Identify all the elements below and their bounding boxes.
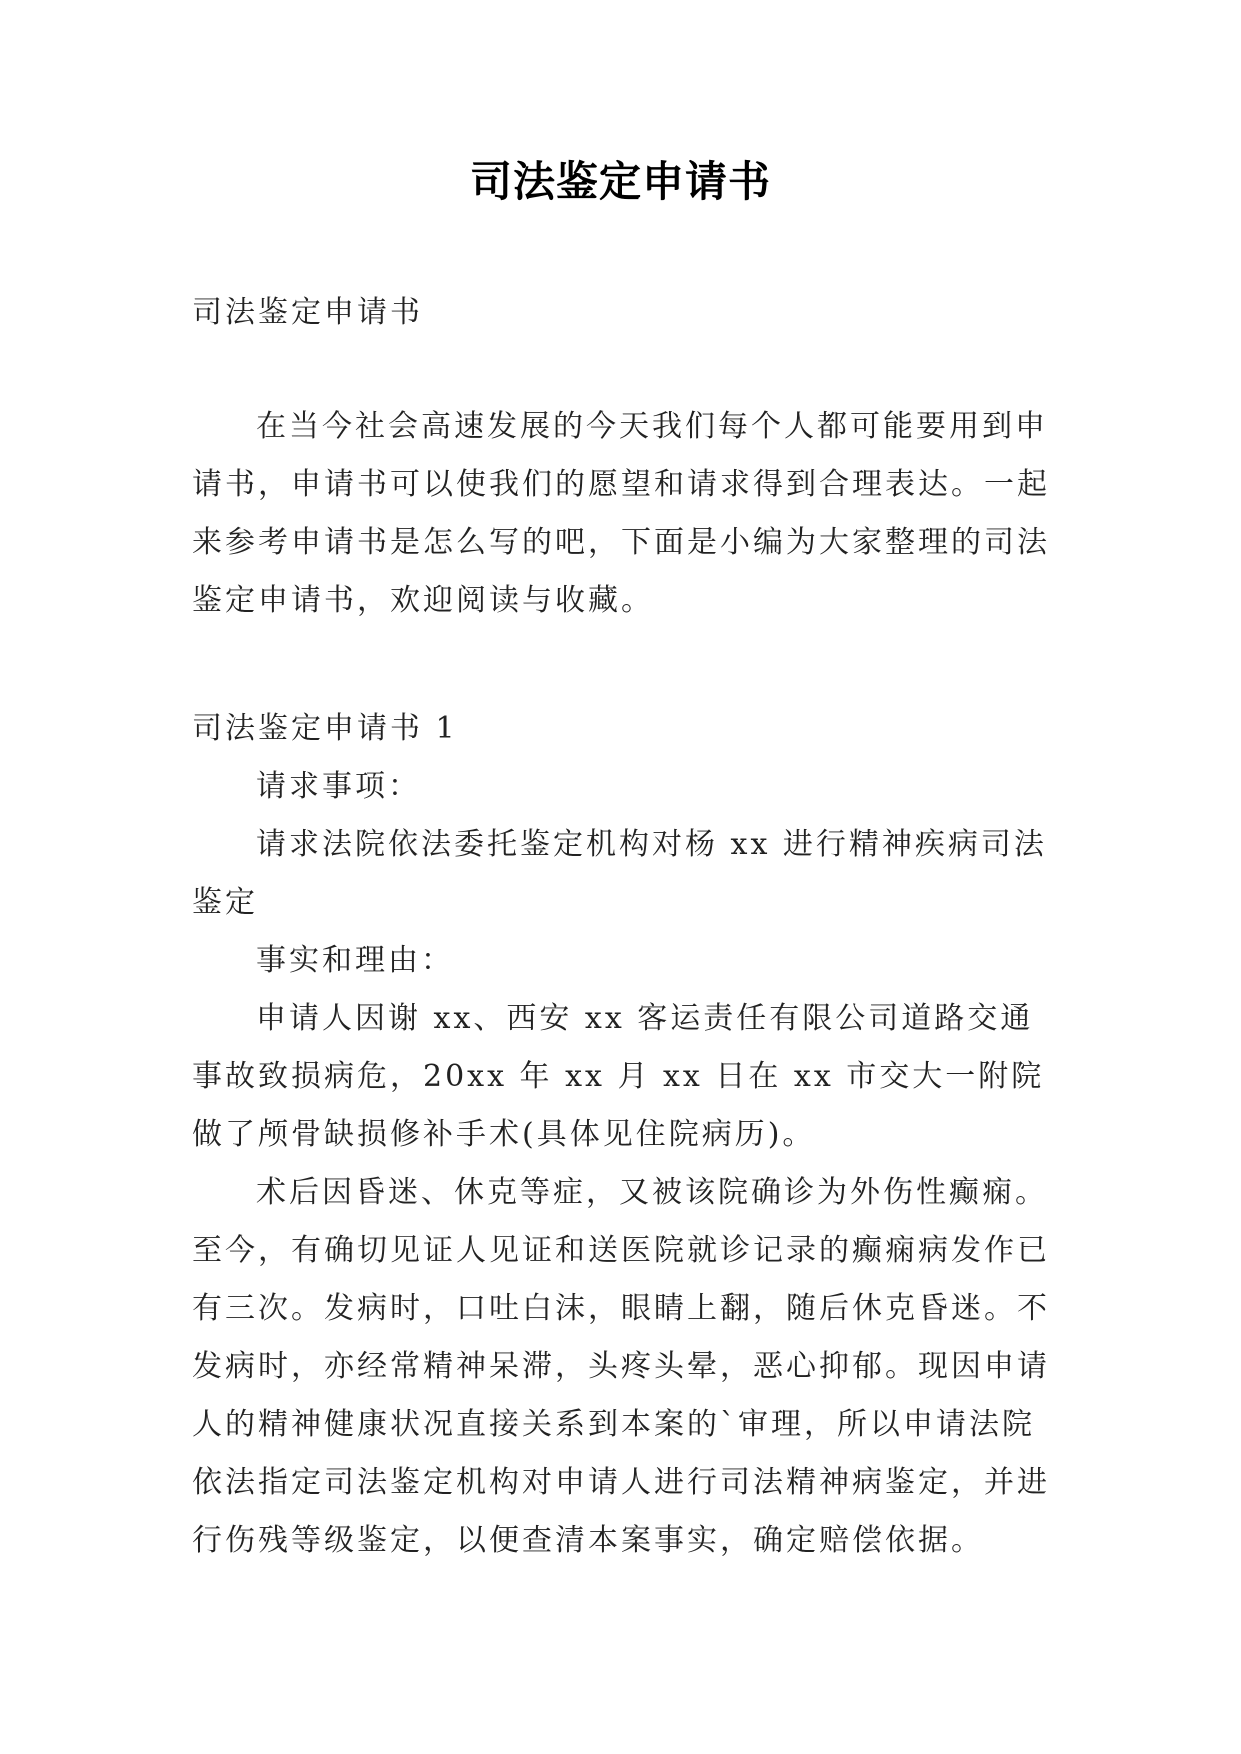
document-subtitle: [192, 284, 1062, 342]
facts-reasons-label: 事实和理由：: [256, 943, 454, 978]
section-heading: [192, 700, 1062, 758]
intro-text: 在当今社会高速发展的今天我们每个人都可能要用到申请书，申请书可以使我们的愿望和请求得到合理表达。一起来参考申请书是怎么写的吧，下面是小编为大家整理的司法鉴定申请书，欢迎阅读与收藏。: [192, 409, 1050, 618]
subtitle-text: 司法鉴定申请书: [192, 295, 423, 330]
document-title: 司法鉴定申请书: [469, 157, 771, 206]
intro-paragraph: [192, 398, 1062, 630]
request-items-label: 请求事项：: [256, 769, 421, 804]
section-1-body: [192, 758, 1062, 1570]
section-1-heading: 司法鉴定申请书 1: [192, 711, 458, 746]
facts-paragraph-2: 术后因昏迷、休克等症，又被该院确诊为外伤性癫痫。至今，有确切见证人见证和送医院就诊记录的癫痫病发作已有三次。发病时，口吐白沫，眼睛上翻，随后休克昏迷。不发病时，亦经常精神呆滞，头疼头晕，恶心抑郁。现因申请人的精神健康状况直接关系到本案的`审理，所以申请法院依法指定司法鉴定机构对申请人进行司法精神病鉴定，并进行伤残等级鉴定，以便查清本案事实，确定赔偿依据。: [192, 1175, 1050, 1558]
request-items-text: 请求法院依法委托鉴定机构对杨 xx 进行精神疾病司法鉴定: [192, 827, 1047, 920]
facts-paragraph-1: 申请人因谢 xx、西安 xx 客运责任有限公司道路交通事故致损病危，20xx 年 xx 月 xx 日在 xx 市交大一附院做了颅骨缺损修补手术(具体见住院病历)。: [192, 1001, 1045, 1152]
